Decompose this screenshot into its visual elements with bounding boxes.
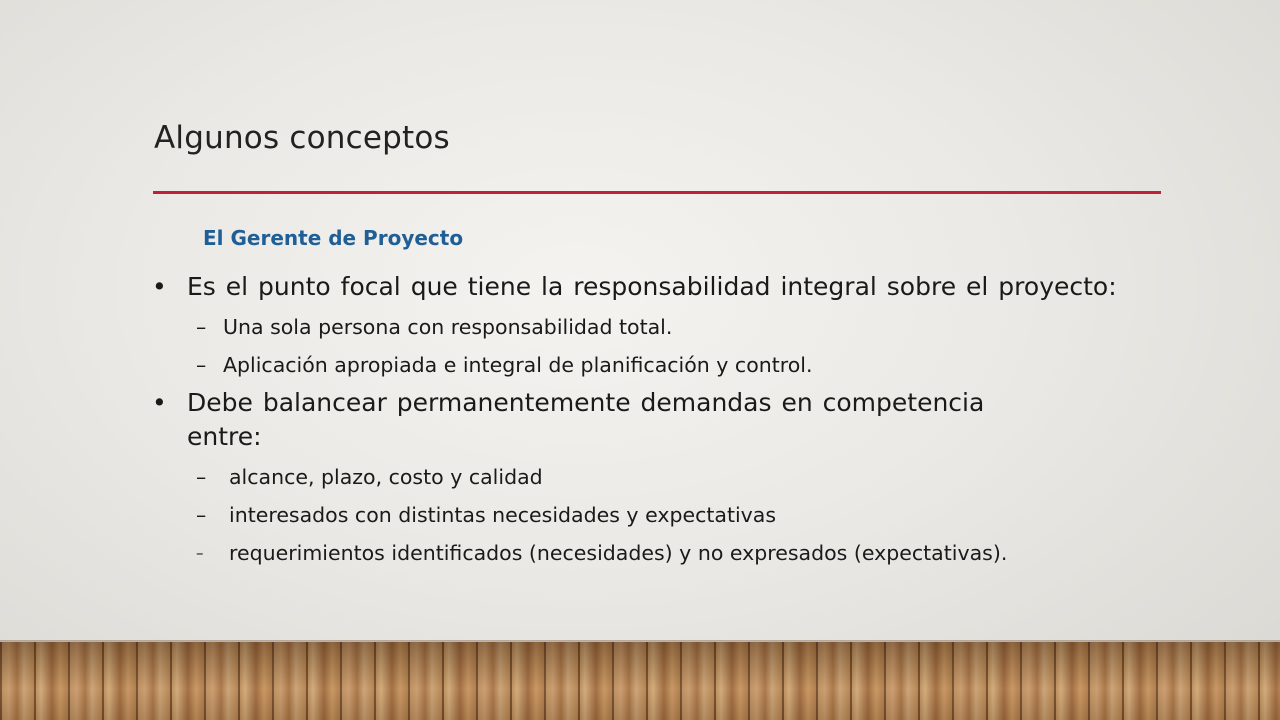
dash-icon: –	[196, 503, 207, 527]
sub-bullet-text: alcance, plazo, costo y calidad	[229, 465, 543, 489]
wood-floor-shading	[0, 642, 1280, 720]
sub-bullet-text: requerimientos identificados (necesidades) y no expresados (expectativas).	[229, 541, 1008, 565]
bullet-text: Debe balancear permanentemente demandas en competencia entre:	[187, 388, 985, 451]
dash-icon: –	[196, 465, 207, 489]
sub-bullet-item	[196, 308, 1150, 346]
sub-bullet-item	[196, 496, 1150, 534]
bullet-item	[150, 270, 1150, 304]
bullet-list	[150, 270, 1150, 572]
sub-bullet-item	[196, 458, 1150, 496]
sub-bullet-text: Una sola persona con responsabilidad total.	[223, 315, 673, 339]
bullet-text: Es el punto focal que tiene la responsabilidad integral sobre el proyecto:	[187, 272, 1117, 301]
sub-bullet-item	[196, 346, 1150, 384]
slide-title: Algunos conceptos	[154, 120, 450, 156]
sub-bullet-text: Aplicación apropiada e integral de planificación y control.	[223, 353, 813, 377]
bullet-item	[150, 386, 1030, 454]
bullet-icon: •	[152, 272, 167, 301]
dash-icon: –	[196, 544, 204, 562]
title-divider	[153, 191, 1161, 194]
bullet-icon: •	[152, 388, 167, 417]
sub-bullet-item	[196, 534, 1150, 572]
dash-icon: –	[196, 315, 207, 339]
dash-icon: –	[196, 353, 207, 377]
sub-bullet-text: interesados con distintas necesidades y expectativas	[229, 503, 777, 527]
slide-subtitle: El Gerente de Proyecto	[203, 226, 464, 250]
